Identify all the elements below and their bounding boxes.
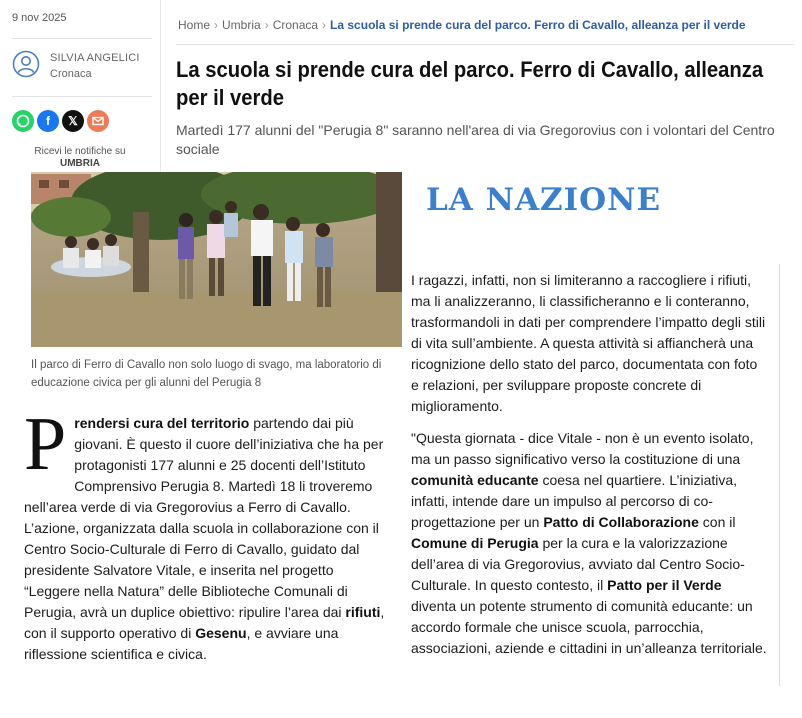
paragraph: Prendersi cura del territorio partendo dai più giovani. È questo il cuore dell’iniziativa che ha per protagonisti 177 alunni e 25 docenti dell’Istituto Comprensivo Perugia 8. Martedì 18 li troveremo nell’area verde di via Gregorovius a Ferro di Cavallo. L’azione, organizzata dalla scuola in collaborazione con il Centro Socio-Culturale di Ferro di Cavallo, guidato dal presidente Salvatore Vitale, e inserita nel progetto “Leggere nella Natura” delle Biblioteche Comunali di Perugia, avrà un duplice obiettivo: ripulire l’area dai rifiuti, con il supporto operativo di Gesenu, e avviare una riflessione scientifica e civica. xyxy=(24,402,385,662)
bold-text: comunità educante xyxy=(411,472,539,488)
email-icon[interactable] xyxy=(87,110,109,132)
bold-text: rifiuti xyxy=(345,604,381,620)
meta-divider xyxy=(12,38,152,39)
dropcap: P xyxy=(24,402,67,486)
meta-divider xyxy=(12,96,152,97)
breadcrumb-current[interactable]: La scuola si prende cura del parco. Ferro di Cavallo, alleanza per il verde xyxy=(330,18,746,32)
breadcrumb-umbria[interactable]: Umbria xyxy=(222,18,261,32)
author-block[interactable] xyxy=(12,50,152,84)
breadcrumb: Home › Umbria › Cronaca › La scuola si prende cura del parco. Ferro di Cavallo, alleanza per il verde xyxy=(178,18,746,32)
column-divider xyxy=(160,0,161,172)
author-section: Cronaca xyxy=(50,68,92,80)
share-bar xyxy=(12,110,112,134)
article-photo xyxy=(31,172,402,347)
article-body-right xyxy=(411,270,767,670)
paragraph: "Questa giornata - dice Vitale - non è un evento isolato, ma un passo significativo verso la costituzione di una comunità educante coesa nel quartiere. L’iniziativa, infatti, intende dare un impulso al percorso di co-progettazione per un Patto di Collaborazione con il Comune di Perugia per la cura e la valorizzazione dell’area di via Gregorovius, avviato dal Centro Socio-Culturale. In questo contesto, il Patto per il Verde diventa un potente strumento di comunità educante: un accordo formale che unisce scuola, parrocchia, associazioni, aziende e cittadini in un’alleanza territoriale. xyxy=(411,430,767,656)
notify-region-link[interactable]: UMBRIA xyxy=(60,158,100,169)
paragraph: I ragazzi, infatti, non si limiteranno a raccogliere i rifiuti, ma li analizzeranno, li classificheranno e li conteranno, trasformandoli in dati per comprendere l’impatto degli stili di vita sull’ambiente. A questa attività si affiancherà una ricognizione dello stato del parco, documentata con foto e relazioni, per sviluppare proposte concrete di miglioramento. xyxy=(411,272,766,414)
article-title: La scuola si prende cura del parco. Ferro di Cavallo, alleanza per il verde xyxy=(176,57,764,110)
whatsapp-icon[interactable] xyxy=(12,110,34,132)
x-icon[interactable]: 𝕏 xyxy=(62,110,84,132)
header-divider xyxy=(176,44,794,45)
bold-text: rendersi cura del territorio xyxy=(74,415,250,431)
facebook-icon[interactable]: f xyxy=(37,110,59,132)
article-body-left xyxy=(24,402,392,665)
publish-date: 9 nov 2025 xyxy=(12,12,67,24)
photo-caption: Il parco di Ferro di Cavallo non solo luogo di svago, ma laboratorio di educazione civica per gli alunni del Perugia 8 xyxy=(31,359,382,389)
breadcrumb-cronaca[interactable]: Cronaca xyxy=(272,18,319,32)
breadcrumb-home[interactable]: Home xyxy=(178,18,211,32)
newspaper-logo[interactable]: LA NAZIONE xyxy=(426,182,662,218)
bold-text: Comune di Perugia xyxy=(411,535,539,551)
bold-text: Patto per il Verde xyxy=(607,577,722,593)
article-subtitle: Martedì 177 alunni del "Perugia 8" saranno nell'area di via Gregorovius con i volontari del Centro sociale xyxy=(176,122,775,157)
bold-text: Gesenu xyxy=(195,625,247,641)
author-name[interactable]: SILVIA ANGELICI xyxy=(50,52,140,64)
notify-label: Ricevi le notifiche su xyxy=(34,146,126,157)
column-rule xyxy=(779,264,780,686)
user-icon xyxy=(12,50,40,78)
bold-text: Patto di Collaborazione xyxy=(543,514,699,530)
